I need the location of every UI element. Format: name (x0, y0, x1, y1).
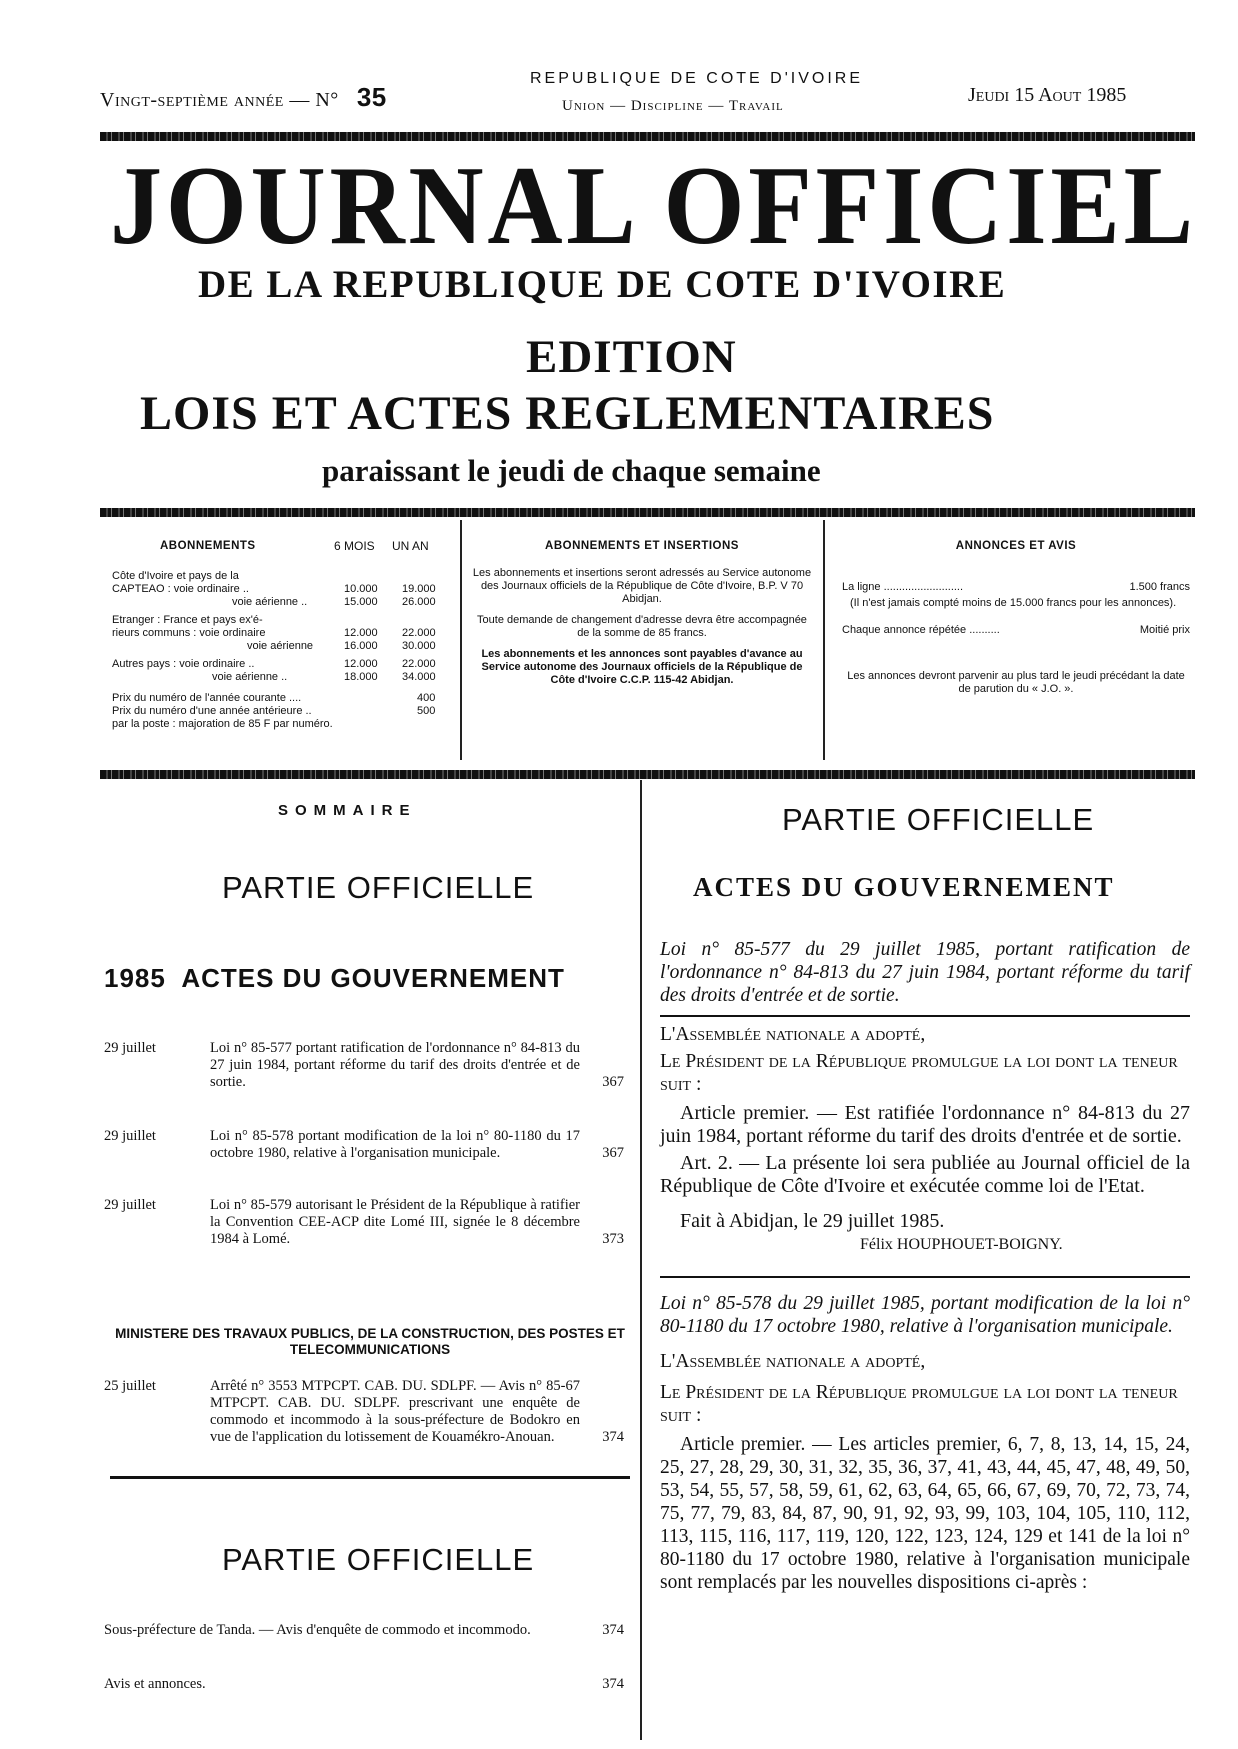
right-column-text (660, 938, 1190, 1594)
sommaire-entry[interactable] (104, 1378, 624, 1446)
insertions-address: Les abonnements et insertions seront adressés au Service autonome des Journaux officiels de la République de Côte d'Ivoire, B.P. V 70 Abidjan. (472, 567, 812, 605)
entry-text: Avis et annonces. (104, 1676, 206, 1692)
entry-page: 374 (602, 1429, 624, 1445)
insertions-payment: Les abonnements et les annonces sont payables d'avance au Service autonome des Journaux officiels de la République de Côte d'Ivoire C.C.P. 115-42 Abidjan. (481, 648, 803, 686)
entry-text: Loi n° 85-578 portant modification de la loi n° 80-1180 du 17 octobre 1980, relative à l'organisation municipale. (210, 1128, 580, 1161)
annonces-delai: Les annonces devront parvenir au plus tard le jeudi précédant la date de parution du « J.O. ». (847, 670, 1185, 695)
annonces-minimum: (Il n'est jamais compté moins de 15.000 francs pour les annonces). (850, 597, 1177, 609)
annonces-box (842, 540, 1190, 696)
capteao-aer-label: voie aérienne .. (232, 596, 308, 608)
national-motto: Union — Discipline — Travail (562, 98, 784, 114)
capteao-ord-an: 19.000 (402, 583, 436, 595)
publication-frequency: paraissant le jeudi de chaque semaine (322, 453, 821, 488)
etranger-aer-an: 30.000 (402, 640, 436, 652)
autres-ord-6: 12.000 (344, 658, 378, 670)
subscriptions-heading: ABONNEMENTS (160, 540, 256, 552)
sommaire-partie-officielle-2: PARTIE OFFICIELLE (222, 1542, 535, 1577)
entry-page: 373 (602, 1231, 624, 1247)
entry-date: 25 juillet (104, 1378, 156, 1394)
etranger-1: Etranger : France et pays ex'é- (112, 614, 263, 626)
loi1-title: Loi n° 85-577 du 29 juillet 1985, portant ratification de l'ordonnance n° 84-813 du 27 juin 1984, portant réforme du tarif des droits d'entrée et de sortie. (660, 939, 1190, 1006)
box-bottom-rule (100, 770, 1195, 779)
etranger-2: rieurs communs : voie ordinaire (112, 627, 266, 639)
journal-subtitle: DE LA REPUBLIQUE DE COTE D'IVOIRE (198, 263, 1007, 306)
issue-date: Jeudi 15 Aout 1985 (968, 84, 1127, 106)
entry-text: Sous-préfecture de Tanda. — Avis d'enquête de commodo et incommodo. (104, 1622, 531, 1638)
insertions-change: Toute demande de changement d'adresse devra être accompagnée de la somme de 85 francs. (477, 614, 807, 639)
insertions-heading: ABONNEMENTS ET INSERTIONS (545, 540, 739, 552)
entry-page: 374 (602, 1676, 624, 1692)
loi1-signature: Félix HOUPHOUET-BOIGNY. (860, 1236, 1063, 1253)
repete-label: Chaque annonce répétée .......... (842, 624, 1000, 636)
etranger-ord-an: 22.000 (402, 627, 436, 639)
section-title: ACTES DU GOUVERNEMENT (181, 963, 565, 993)
prix-courant-val: 400 (417, 692, 436, 704)
prix-courant: Prix du numéro de l'année courante .... (112, 692, 302, 704)
entry-date: 29 juillet (104, 1197, 156, 1213)
repete-value: Moitié prix (1139, 624, 1190, 636)
loi1-rule (660, 1015, 1190, 1017)
entry-page: 367 (602, 1145, 624, 1161)
box-divider-2 (823, 520, 825, 760)
entry-page: 367 (602, 1074, 624, 1090)
loi2-president: Le Président de la République promulgue la loi dont la teneur suit : (660, 1382, 1178, 1426)
prix-anterieur-val: 500 (417, 705, 436, 717)
loi1-assemblee: L'Assemblée nationale a adopté, (660, 1024, 926, 1045)
etranger-aer-6: 16.000 (344, 640, 378, 652)
sommaire-partie-officielle: PARTIE OFFICIELLE (222, 870, 535, 905)
autres-aer-label: voie aérienne .. (212, 671, 288, 683)
loi1-art2: Art. 2. — La présente loi sera publiée au Journal officiel de la République de Côte d'Ivoire et exécutée comme loi de l'Etat. (660, 1152, 1190, 1197)
sub-line1: Côte d'Ivoire et pays de la (112, 570, 239, 582)
entry-date: 29 juillet (104, 1040, 156, 1056)
etranger-ord-6: 12.000 (344, 627, 378, 639)
autres-aer-an: 34.000 (402, 671, 436, 683)
loi1-art1: Article premier. — Est ratifiée l'ordonnance n° 84-813 du 27 juin 1984, portant réforme du tarif des droits d'entrée et de sortie. (660, 1102, 1190, 1147)
loi2-art1: Article premier. — Les articles premier, 6, 7, 8, 13, 14, 15, 24, 25, 27, 28, 29, 30, 31, 32, 35, 36, 37, 41, 43, 44, 45, 47, 48, 49, 50, 53, 54, 55, 57, 58, 59, 61, 62, 63, 64, 65, 66, 67, 69, 70, 72, 73, 74, 75, 77, 79, 83, 84, 87, 90, 91, 92, 93, 99, 103, 104, 105, 110, 112, 113, 115, 116, 117, 119, 120, 122, 123, 124, 129 et 141 de la loi n° 80-1180 du 17 octobre 1980, relative à l'organisation municipale sont remplacés par les nouvelles dispositions ci-après : (660, 1434, 1190, 1593)
ligne-label: La ligne .......................... (842, 581, 964, 593)
capteao-ord-6: 10.000 (344, 583, 378, 595)
prix-poste: par la poste : majoration de 85 F par numéro. (112, 718, 333, 730)
autres-ord-an: 22.000 (402, 658, 436, 670)
col-6mois: 6 MOIS (334, 539, 375, 553)
ministere-heading: MINISTERE DES TRAVAUX PUBLICS, DE LA CONSTRUCTION, DES POSTES ET TELECOMMUNICATIONS (115, 1326, 625, 1357)
col-an: UN AN (392, 539, 429, 553)
sommaire-section-heading (104, 963, 565, 994)
etranger-aer-label: voie aérienne (247, 640, 314, 652)
sommaire-entry[interactable] (104, 1622, 624, 1639)
capteao-aer-6: 15.000 (344, 596, 378, 608)
right-partie-officielle: PARTIE OFFICIELLE (782, 802, 1095, 837)
edition-label: EDITION (526, 331, 737, 383)
issue-number: 35 (356, 82, 387, 112)
loi2-title: Loi n° 85-578 du 29 juillet 1985, portant modification de la loi n° 80-1180 du 17 octobre 1980, relative à l'organisation municipale. (660, 1293, 1190, 1337)
issue-label-text: Vingt-septième année — N° (100, 89, 339, 111)
entry-date: 29 juillet (104, 1128, 156, 1144)
republic-name: REPUBLIQUE DE COTE D'IVOIRE (530, 70, 863, 87)
section-year: 1985 (104, 963, 166, 993)
loi2-assemblee: L'Assemblée nationale a adopté, (660, 1351, 926, 1372)
loi2-rule (660, 1276, 1190, 1278)
sommaire-rule (110, 1476, 630, 1479)
column-divider (640, 780, 642, 1740)
ligne-price: 1.500 francs (1129, 581, 1190, 593)
autres-label: Autres pays : voie ordinaire .. (112, 658, 255, 670)
sommaire-heading: SOMMAIRE (278, 802, 417, 819)
entry-text: Loi n° 85-577 portant ratification de l'ordonnance n° 84-813 du 27 juin 1984, portant réforme du tarif des droits d'entrée et de sortie. (210, 1040, 580, 1090)
annonces-heading: ANNONCES ET AVIS (955, 540, 1077, 552)
sommaire-entry[interactable] (104, 1197, 624, 1248)
prix-anterieur: Prix du numéro d'une année antérieure .. (112, 705, 312, 717)
loi1-president: Le Président de la République promulgue la loi dont la teneur suit : (660, 1051, 1178, 1095)
box-divider-1 (460, 520, 462, 760)
loi1-fait: Fait à Abidjan, le 29 juillet 1985. (680, 1210, 945, 1232)
sommaire-entry[interactable] (104, 1676, 624, 1693)
sommaire-entry[interactable] (104, 1040, 624, 1091)
entry-text: Arrêté n° 3553 MTPCPT. CAB. DU. SDLPF. — Avis n° 85-67 MTPCPT. CAB. DU. SDLPF. prescrivant une enquête de commodo et incommodo à la sous-préfecture de Bodokro en vue de l'application du lotissement de Kouamékro-Anouan. (210, 1378, 580, 1445)
entry-text: Loi n° 85-579 autorisant le Président de la République à ratifier la Convention CEE-ACP dite Lomé III, signée le 8 décembre 1984 à Lomé. (210, 1197, 580, 1247)
edition-name: LOIS ET ACTES REGLEMENTAIRES (140, 387, 995, 440)
header-rule (100, 132, 1195, 141)
capteao-label: CAPTEAO : voie ordinaire .. (112, 583, 249, 595)
entry-page: 374 (602, 1622, 624, 1638)
capteao-aer-an: 26.000 (402, 596, 436, 608)
autres-aer-6: 18.000 (344, 671, 378, 683)
issue-year-label (100, 82, 387, 113)
insertions-box (472, 540, 812, 687)
sommaire-entry[interactable] (104, 1128, 624, 1162)
subscriptions-box (112, 540, 452, 750)
right-actes-heading: ACTES DU GOUVERNEMENT (693, 872, 1115, 902)
masthead-rule (100, 508, 1195, 517)
journal-title: JOURNAL OFFICIEL (110, 144, 1197, 268)
